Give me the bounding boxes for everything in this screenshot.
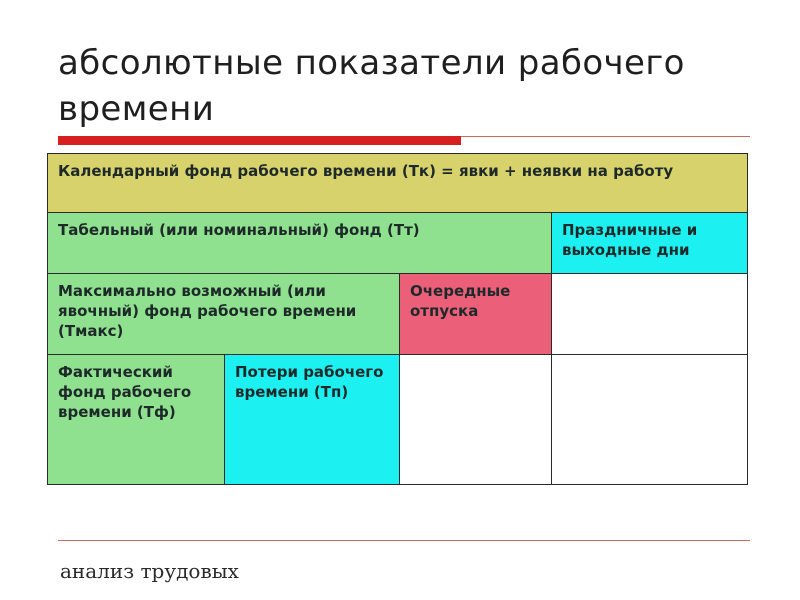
time-losses-label: Потери рабочего времени (Тп): [235, 363, 384, 401]
tabular-fund-cell: [47, 212, 552, 274]
actual-fund-label: Фактический фонд рабочего времени (Тф): [58, 363, 192, 421]
empty-cell-row4-b: [551, 354, 748, 485]
title-divider-accent: [58, 136, 461, 145]
max-possible-fund-cell: [47, 273, 400, 355]
holidays-cell: [551, 212, 748, 274]
max-possible-fund-label: Максимально возможный (или явочный) фонд рабочего времени (Тмакс): [58, 282, 357, 340]
footer-caption: анализ трудовых: [60, 559, 239, 583]
working-time-table: [47, 153, 748, 485]
footer-divider: [58, 540, 750, 541]
actual-fund-cell: [47, 354, 225, 485]
slide-title: абсолютные показатели рабочего времени: [58, 43, 685, 129]
empty-cell-row4-a: [399, 354, 552, 485]
tabular-fund-label: Табельный (или номинальный) фонд (Тт): [58, 221, 420, 239]
calendar-fund-cell: [47, 153, 748, 213]
vacations-cell: [399, 273, 552, 355]
calendar-fund-label: Календарный фонд рабочего времени (Тк) = явки + неявки на работу: [58, 162, 674, 180]
time-losses-cell: [224, 354, 400, 485]
vacations-label: Очередные отпуска: [410, 282, 511, 320]
empty-cell-row3: [551, 273, 748, 355]
holidays-label: Праздничные и выходные дни: [562, 221, 698, 259]
